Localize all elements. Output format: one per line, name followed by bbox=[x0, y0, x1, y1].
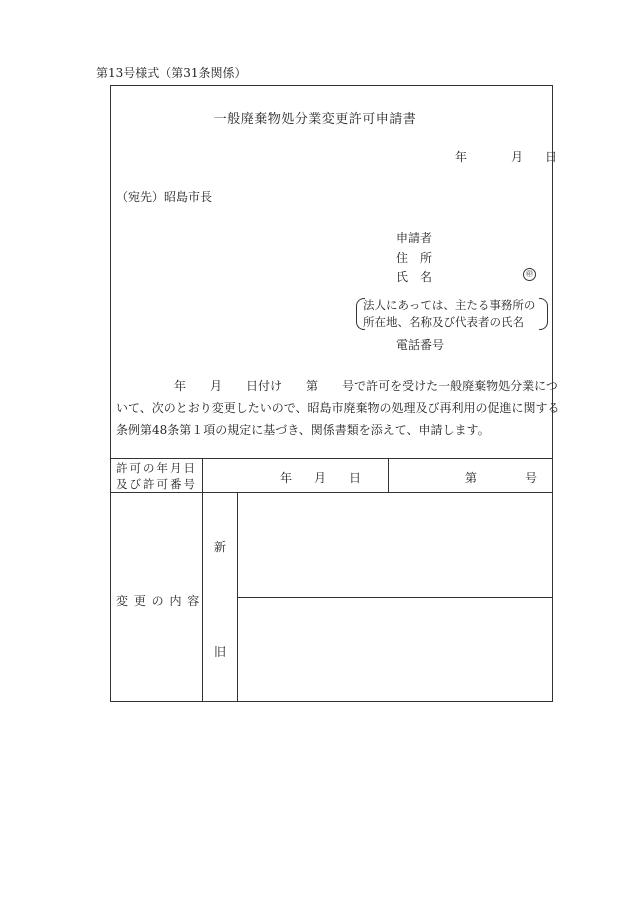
name-label: 氏 名 bbox=[396, 270, 433, 284]
change-content-label: 変 更 の 内 容 bbox=[116, 594, 201, 608]
permit-day: 日 bbox=[349, 471, 362, 485]
permit-year: 年 bbox=[280, 471, 293, 485]
date-number-divider bbox=[388, 458, 389, 492]
old-content-field[interactable] bbox=[238, 598, 552, 701]
permit-go: 号 bbox=[525, 471, 538, 485]
page-title: 一般廃棄物処分業変更許可申請書 bbox=[213, 112, 417, 127]
body-month: 月 bbox=[210, 379, 223, 393]
body-line-1 bbox=[116, 375, 558, 397]
form-number: 第13号様式（第31条関係） bbox=[96, 66, 247, 80]
date-year: 年 bbox=[455, 150, 468, 164]
addressee: （宛先）昭島市長 bbox=[116, 190, 213, 204]
right-paren bbox=[539, 298, 548, 330]
permit-label-line2: 及び許可番号 bbox=[116, 477, 197, 491]
corporate-note-line1: 法人にあっては、主たる事務所の bbox=[363, 298, 536, 312]
corporate-note-line2: 所在地、名称及び代表者の氏名 bbox=[363, 315, 524, 329]
phone-label: 電話番号 bbox=[396, 338, 445, 352]
address-label: 住 所 bbox=[396, 251, 433, 265]
date-month: 月 bbox=[511, 150, 524, 164]
table-top-border bbox=[110, 458, 553, 459]
applicant-label: 申請者 bbox=[396, 231, 433, 245]
label-column-border bbox=[202, 458, 203, 702]
permit-no: 第 bbox=[465, 471, 478, 485]
new-content-field[interactable] bbox=[238, 493, 552, 596]
old-label: 旧 bbox=[214, 645, 227, 659]
body-no: 第 bbox=[306, 379, 319, 393]
permit-label-line1: 許可の年月日 bbox=[116, 461, 197, 475]
permit-month: 月 bbox=[314, 471, 327, 485]
date-day: 日 bbox=[545, 150, 558, 164]
body-day: 日付け bbox=[246, 379, 283, 393]
corporate-note bbox=[356, 297, 548, 331]
body-rest: 号で許可を受けた一般廃棄物処分業につ bbox=[342, 379, 558, 393]
new-label: 新 bbox=[214, 540, 227, 554]
body-year: 年 bbox=[174, 379, 187, 393]
application-date bbox=[455, 148, 557, 165]
body-line-2: いて、次のとおり変更したいので、昭島市廃棄物の処理及び再利用の促進に関する bbox=[116, 401, 560, 415]
seal-mark: ㊞ bbox=[523, 268, 536, 281]
body-line-3: 条例第48条第１項の規定に基づき、関係書類を添えて、申請します。 bbox=[116, 423, 490, 437]
